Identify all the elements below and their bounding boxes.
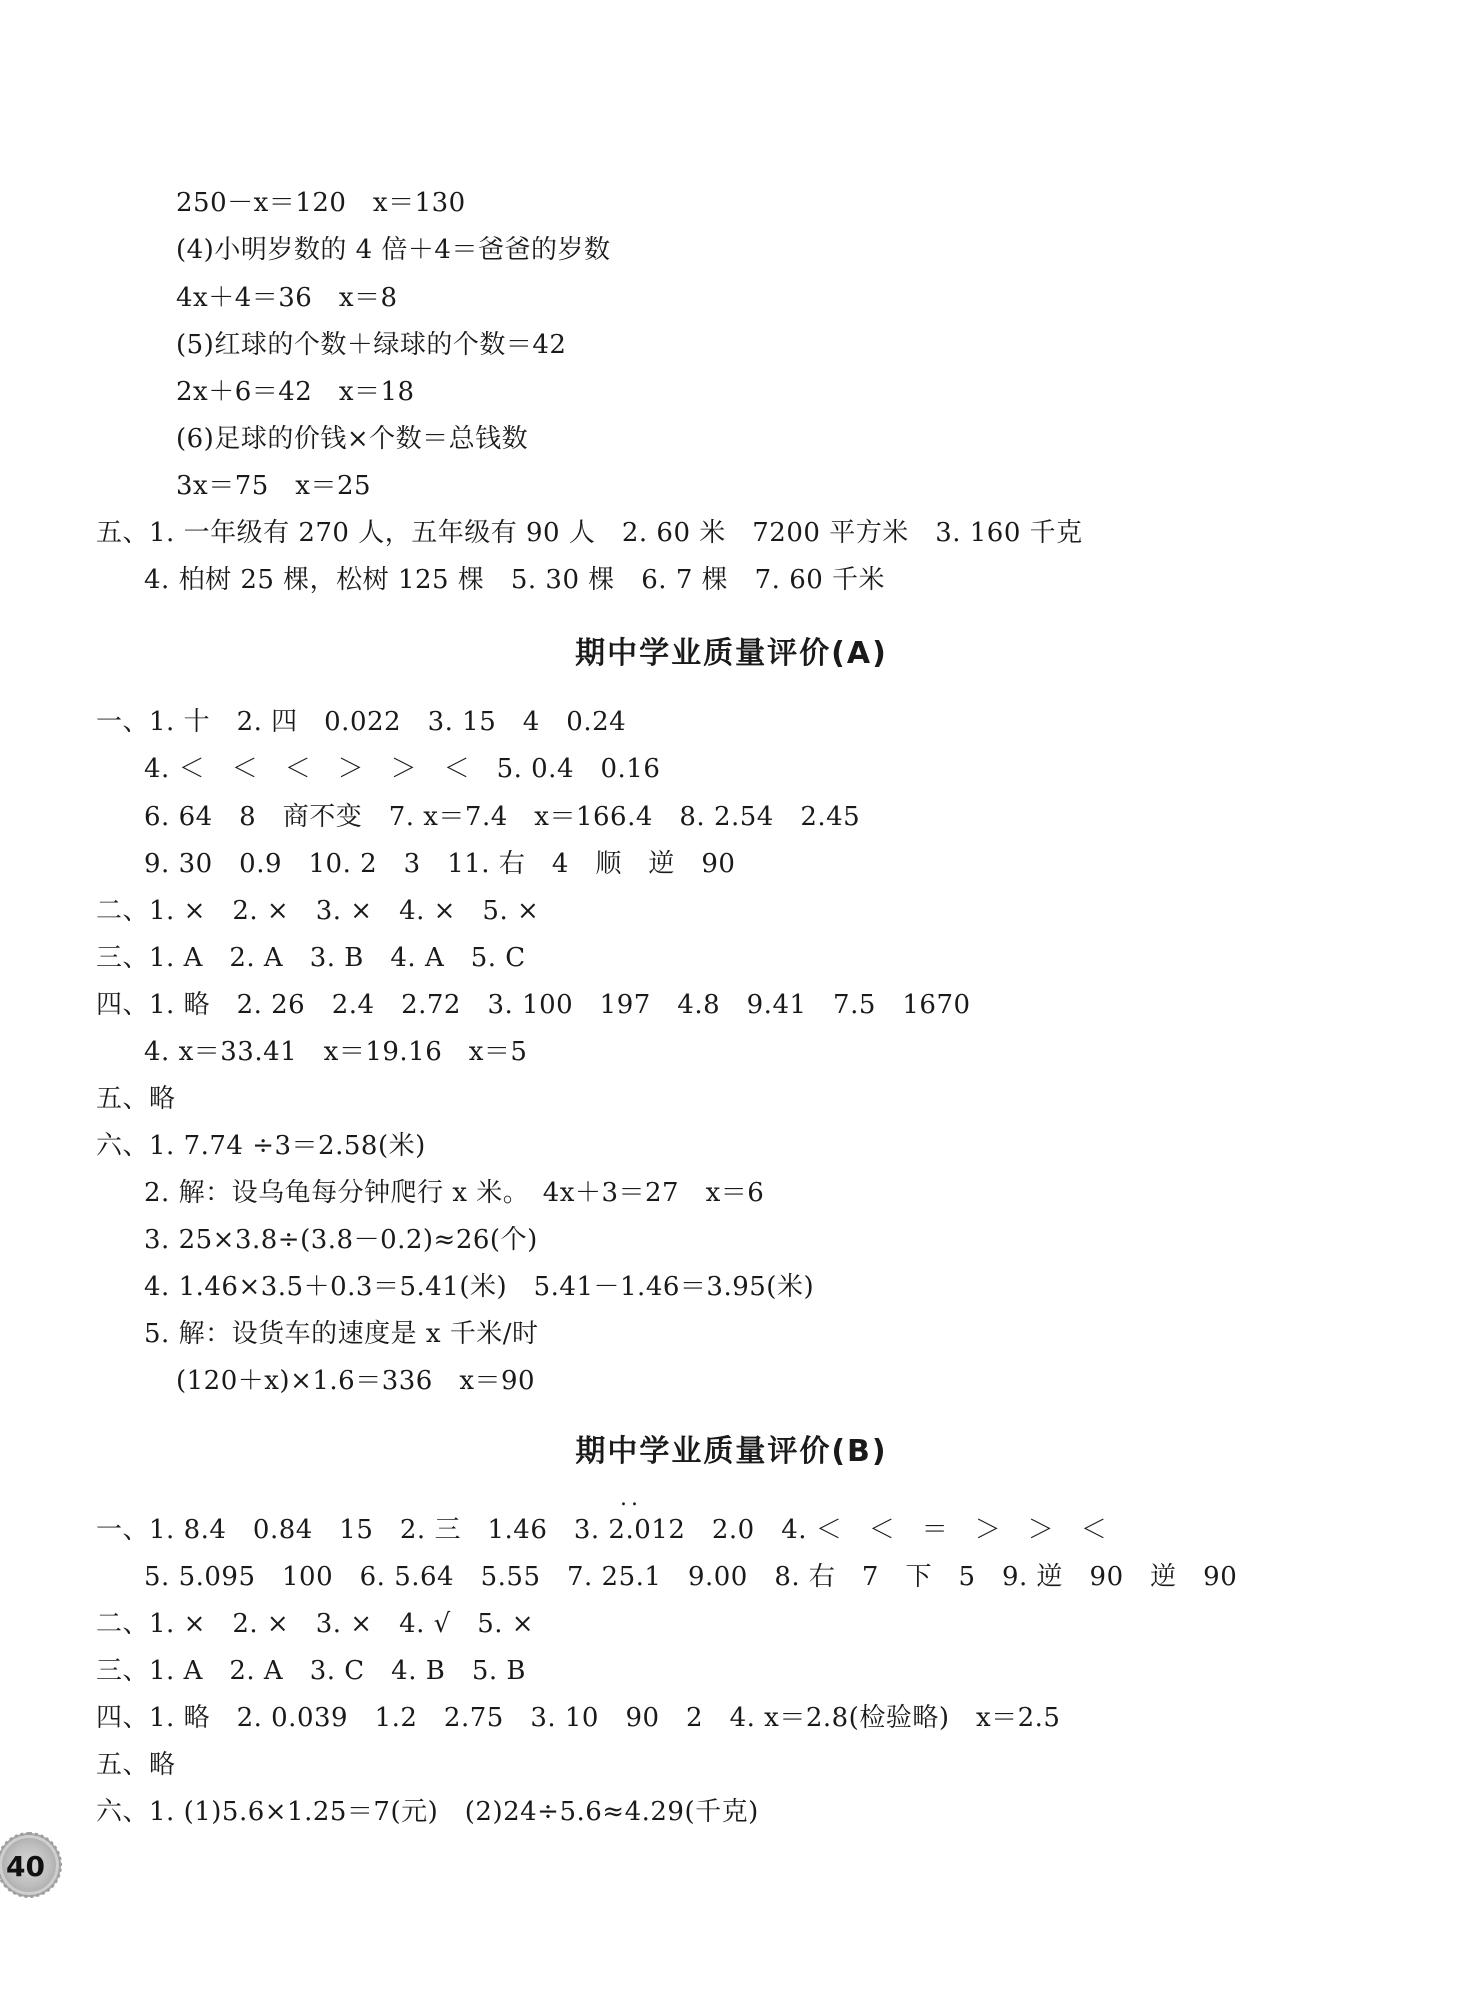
answer-line: 3. 25×3.8÷(3.8－0.2)≈26(个) <box>144 1225 538 1255</box>
page-number: 40 <box>6 1850 45 1883</box>
answer-line: 四、1. 略 2. 0.039 1.2 2.75 3. 10 90 2 4. x＝2.8(检验略) x＝2.5 <box>96 1703 1061 1733</box>
answer-line: 250－x＝120 x＝130 <box>176 188 466 218</box>
answer-line: 4. 柏树 25 棵，松树 125 棵 5. 30 棵 6. 7 棵 7. 60 千米 <box>144 565 886 595</box>
answer-line: (120＋x)×1.6＝336 x＝90 <box>176 1366 536 1396</box>
section-title-b: 期中学业质量评价(B) <box>575 1434 888 1469</box>
section-title-a: 期中学业质量评价(A) <box>575 636 888 671</box>
answer-line: 三、1. A 2. A 3. C 4. B 5. B <box>96 1656 527 1686</box>
answer-line: 4x＋4＝36 x＝8 <box>176 283 398 313</box>
answer-line: 2x＋6＝42 x＝18 <box>176 377 415 407</box>
answer-line: 四、1. 略 2. 26 2.4 2.72 3. 100 197 4.8 9.41 7.5 1670 <box>96 990 971 1020</box>
answer-line: 5. 5.095 100 6. 5.64 5.55 7. 25.1 9.00 8. 右 7 下 5 9. 逆 90 逆 90 <box>144 1562 1238 1592</box>
answer-line: 二、1. × 2. × 3. × 4. √ 5. × <box>96 1609 535 1639</box>
answer-line: 五、略 <box>96 1084 176 1114</box>
answer-line: 9. 30 0.9 10. 2 3 11. 右 4 顺 逆 90 <box>144 849 736 879</box>
answer-line: 一、1. 8.4 0.84 15 2. 三 1.46 3. 2.012 2.0 4. ＜ ＜ ＝ ＞ ＞ ＜ <box>96 1515 1108 1545</box>
answer-line: 三、1. A 2. A 3. B 4. A 5. C <box>96 943 526 973</box>
answer-line: 4. x＝33.41 x＝19.16 x＝5 <box>144 1037 528 1067</box>
answer-line: (4)小明岁数的 4 倍＋4＝爸爸的岁数 <box>176 235 611 265</box>
answer-line: 二、1. × 2. × 3. × 4. × 5. × <box>96 896 540 926</box>
answer-line: 六、1. 7.74 ÷3＝2.58(米) <box>96 1131 426 1161</box>
answer-line: 一、1. 十 2. 四 0.022 3. 15 4 0.24 <box>96 707 627 737</box>
emphasis-dots: .. <box>620 1486 642 1511</box>
answer-line: 五、1. 一年级有 270 人，五年级有 90 人 2. 60 米 7200 平方米 3. 160 千克 <box>96 518 1083 548</box>
answer-line: 2. 解：设乌龟每分钟爬行 x 米。 4x＋3＝27 x＝6 <box>144 1178 765 1208</box>
answer-line: 3x＝75 x＝25 <box>176 471 372 501</box>
answer-line: (5)红球的个数＋绿球的个数＝42 <box>176 330 567 360</box>
answer-line: 六、1. (1)5.6×1.25＝7(元) (2)24÷5.6≈4.29(千克) <box>96 1797 759 1827</box>
answer-line: 五、略 <box>96 1750 176 1780</box>
answer-line: 5. 解：设货车的速度是 x 千米/时 <box>144 1319 539 1349</box>
answer-line: 4. ＜ ＜ ＜ ＞ ＞ ＜ 5. 0.4 0.16 <box>144 754 661 784</box>
answer-line: 6. 64 8 商不变 7. x＝7.4 x＝166.4 8. 2.54 2.45 <box>144 802 861 832</box>
answer-line: 4. 1.46×3.5＋0.3＝5.41(米) 5.41－1.46＝3.95(米) <box>144 1272 815 1302</box>
answer-line: (6)足球的价钱×个数＝总钱数 <box>176 424 529 454</box>
